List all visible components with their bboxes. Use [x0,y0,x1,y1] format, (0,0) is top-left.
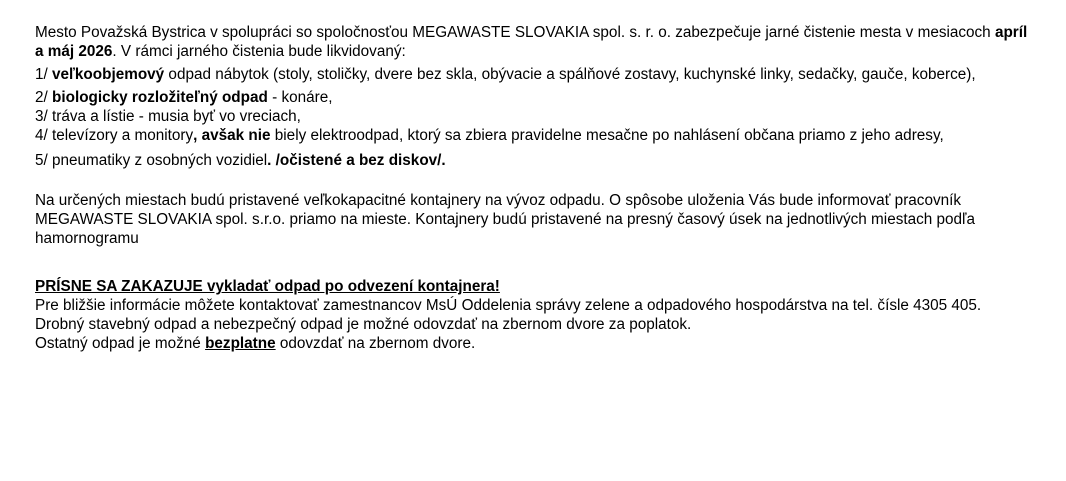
other-waste-after: odovzdať na zbernom dvore. [275,335,476,352]
warning-heading [35,277,1035,296]
other-waste-free: bezplatne [205,335,276,352]
item-1-text: odpad nábytok (stoly, stoličky, dvere bez skla, obývacie a spálňové zostavy, kuchynské linky, sedačky, gauče, koberce), [164,66,976,83]
intro-months: apríl a máj 2026 [35,24,1028,60]
item-2-bold: biologicky rozložiteľný odpad [52,89,268,106]
item-4-bold: , avšak nie [193,127,271,144]
list-item [35,107,1035,126]
item-4-prefix: 4/ televízory a monitory [35,127,194,144]
other-waste-before: Ostatný odpad je možné [35,335,206,352]
intro-text-2: . V rámci jarného čistenia bude likvidovaný: [112,43,406,60]
list-item [35,65,1035,84]
intro-paragraph [35,23,1035,61]
item-2-text: - konáre, [267,89,333,106]
item-3-text: 3/ tráva a lístie - musia byť vo vreciach, [35,108,301,125]
small-waste-paragraph: Drobný stavebný odpad a nebezpečný odpad je možné odovzdať na zbernom dvore za poplatok. [35,316,692,333]
warning-text: PRÍSNE SA ZAKAZUJE vykladať odpad po odvezení kontajnera! [35,278,500,295]
other-waste-paragraph [35,334,1035,353]
containers-paragraph: Na určených miestach budú pristavené veľkokapacitné kontajnery na vývoz odpadu. O spôsobe uloženia Vás bude informovať pracovník MEGAWASTE SLOVAKIA spol. s.r.o. priamo na mieste. Kontajnery budú pristavené na presný časový úsek na jednotlivých miestach podľa hamornogramu [35,192,976,247]
item-5-prefix: 5/ pneumatiky z osobných vozidiel [35,152,268,169]
item-1-prefix: 1/ [35,66,53,83]
item-2-prefix: 2/ [35,89,53,106]
list-item [35,151,1035,170]
document-body [35,23,1035,353]
list-item [35,126,1035,145]
item-1-bold: veľkoobjemový [52,66,165,83]
list-item [35,88,1035,107]
contact-paragraph: Pre bližšie informácie môžete kontaktovať zamestnancov MsÚ Oddelenia správy zelene a odpadového hospodárstva na tel. čísle 4305 405. [35,297,982,314]
item-4-text: biely elektroodpad, ktorý sa zbiera pravidelne mesačne po nahlásení občana priamo z jeho adresy, [270,127,944,144]
intro-text-1: Mesto Považská Bystrica v spolupráci so spoločnosťou MEGAWASTE SLOVAKIA spol. s. r. o. zabezpečuje jarné čistenie mesta v mesiacoch [35,24,995,41]
item-5-bold: . /očistené a bez diskov/. [267,152,446,169]
